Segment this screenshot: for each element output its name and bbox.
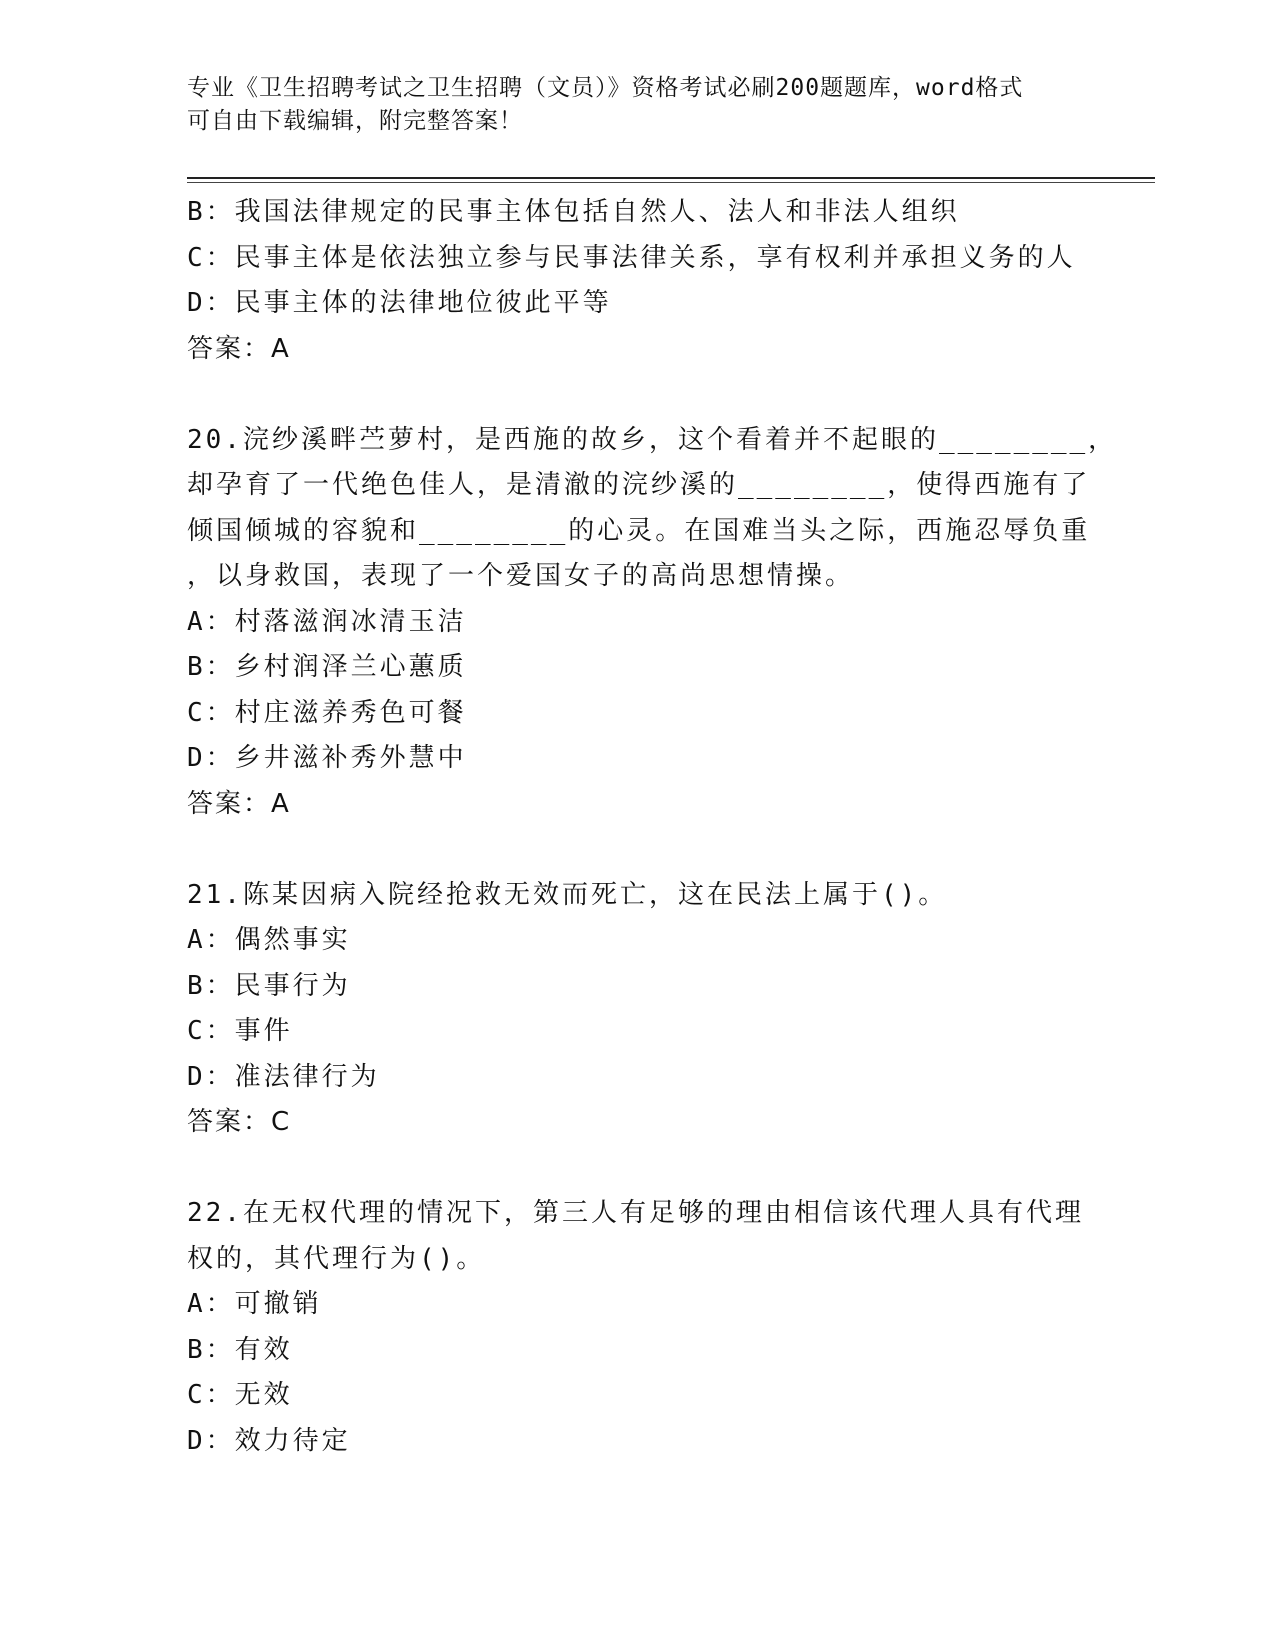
document-header <box>187 72 1067 138</box>
question-stem: ，以身救国，表现了一个爱国女子的高尚思想情操。 <box>187 561 855 591</box>
option-a: A：偶然事实 <box>187 925 351 955</box>
question-19 <box>187 190 1087 372</box>
question-stem: 倾国倾城的容貌和________的心灵。在国难当头之际，西施忍辱负重 <box>187 515 1091 546</box>
question-stem: 却孕育了一代绝色佳人，是清澈的浣纱溪的________，使得西施有了 <box>187 470 1091 500</box>
option-c: C：无效 <box>187 1380 293 1410</box>
question-21 <box>187 873 1087 1146</box>
option-b: B：有效 <box>187 1334 293 1365</box>
question-20 <box>187 418 1118 828</box>
option-d: D：民事主体的法律地位彼此平等 <box>187 288 612 318</box>
answer: 答案：A <box>187 333 291 364</box>
option-c: C：村庄滋养秀色可餐 <box>187 697 467 728</box>
option-d: D：效力待定 <box>187 1425 351 1456</box>
option-d: D：准法律行为 <box>187 1061 380 1092</box>
header-divider-thin <box>187 182 1155 183</box>
option-b: B：民事行为 <box>187 970 351 1001</box>
document-body <box>187 190 1118 1464</box>
question-stem: 20.浣纱溪畔苎萝村，是西施的故乡，这个看着并不起眼的________， <box>187 424 1118 455</box>
option-b: B：我国法律规定的民事主体包括自然人、法人和非法人组织 <box>187 197 960 227</box>
question-22 <box>187 1191 1087 1464</box>
option-d: D：乡井滋补秀外慧中 <box>187 743 467 773</box>
header-line-2: 可自由下载编辑，附完整答案！ <box>187 108 523 134</box>
question-stem: 权的，其代理行为()。 <box>187 1243 486 1274</box>
header-line-1: 专业《卫生招聘考试之卫生招聘（文员）》资格考试必刷200题题库，word格式 <box>187 75 1024 101</box>
header-divider-thick <box>187 177 1155 179</box>
option-a: A：可撤销 <box>187 1289 322 1319</box>
option-a: A：村落滋润冰清玉洁 <box>187 606 467 637</box>
answer: 答案：C <box>187 1107 292 1137</box>
question-stem: 22.在无权代理的情况下，第三人有足够的理由相信该代理人具有代理 <box>187 1198 1084 1228</box>
option-b: B：乡村润泽兰心蕙质 <box>187 652 467 682</box>
option-c: C：民事主体是依法独立参与民事法律关系，享有权利并承担义务的人 <box>187 242 1076 273</box>
option-c: C：事件 <box>187 1016 293 1046</box>
answer: 答案：A <box>187 788 291 819</box>
question-stem: 21.陈某因病入院经抢救无效而死亡，这在民法上属于()。 <box>187 879 948 910</box>
